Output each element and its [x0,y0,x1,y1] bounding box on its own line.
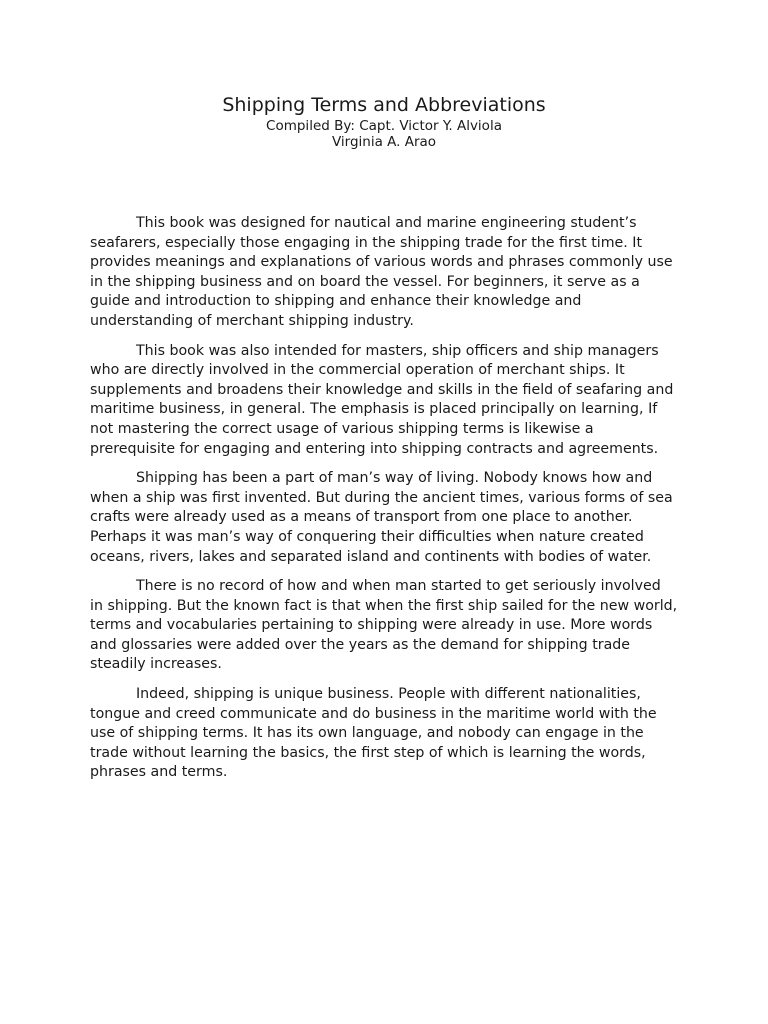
document-body [90,214,678,783]
paragraph-1: This book was designed for nautical and marine engineering student’s seafarers, especially those engaging in the shipping trade for the first time. It provides meanings and explanations of various words and phrases commonly use in the shipping business and on board the vessel. For beginners, it serve as a guide and introduction to shipping and enhance their knowledge and understanding of merchant shipping industry. [90,215,673,329]
compiled-by-line: Compiled By: Capt. Victor Y. Alviola [266,118,502,134]
paragraph-4: There is no record of how and when man started to get seriously involved in shipping. But the known fact is that when the first ship sailed for the new world, terms and vocabularies pertaining to shipping were already in use. More words and glossaries were added over the years as the demand for shipping trade steadily increases. [90,578,678,673]
paragraph-2: This book was also intended for masters, ship officers and ship managers who are directly involved in the commercial operation of merchant ships. It supplements and broadens their knowledge and skills in the field of seafaring and maritime business, in general. The emphasis is placed principally on learning, If not mastering the correct usage of various shipping terms is likewise a prerequisite for engaging and entering into shipping contracts and agreements. [90,342,674,457]
coauthor-line: Virginia A. Arao [331,134,437,150]
document-title: Shipping Terms and Abbreviations [222,94,546,116]
paragraph-3: Shipping has been a part of man’s way of living. Nobody knows how and when a ship was first invented. But during the ancient times, various forms of sea crafts were already used as a means of transport from one place to another. Perhaps it was man’s way of conquering their difficulties when nature created oceans, rivers, lakes and separated island and continents with bodies of water. [90,470,673,565]
paragraph-5: Indeed, shipping is unique business. People with different nationalities, tongue and creed communicate and do business in the maritime world with the use of shipping terms. It has its own language, and nobody can engage in the trade without learning the basics, the first step of which is learning the words, phrases and terms. [90,686,657,781]
